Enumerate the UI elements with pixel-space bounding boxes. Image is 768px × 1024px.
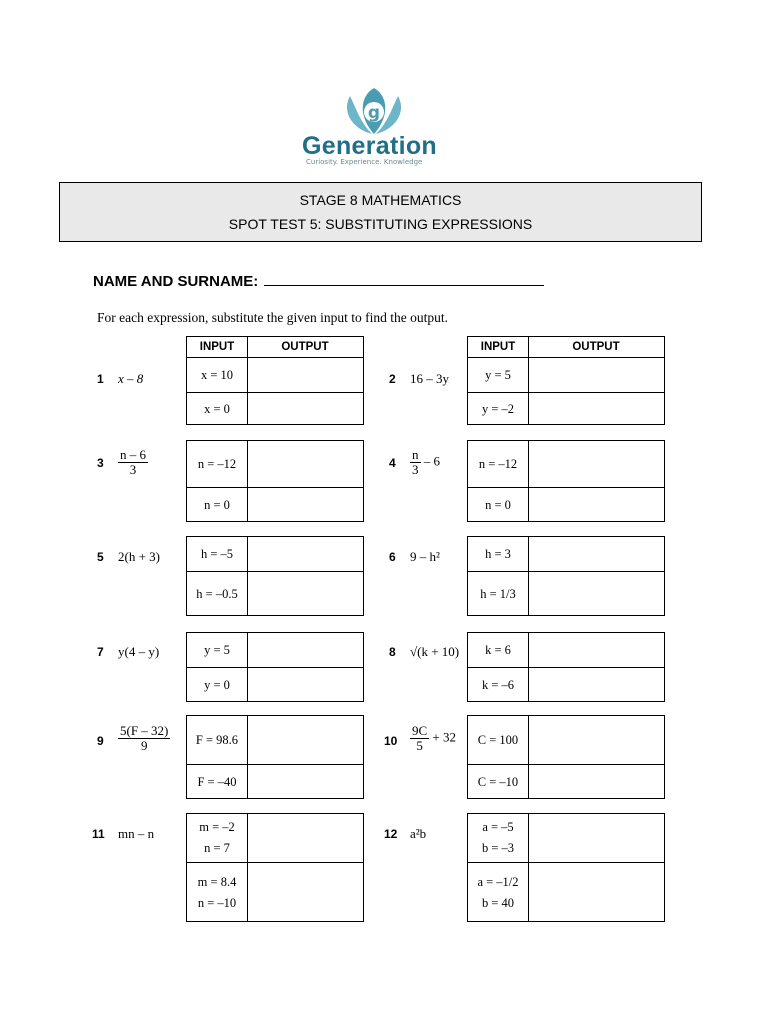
instructions: For each expression, substitute the given input to find the output.	[97, 310, 448, 325]
question-table	[186, 357, 364, 425]
question-expression: mn – n	[118, 826, 155, 841]
question-expression: 9 – h²	[410, 549, 440, 564]
question-expression: √(k + 10)	[410, 644, 460, 659]
question-expression: $\frac{n}{3}$ – 6	[412, 447, 440, 477]
question-expression: 16 – 3y	[410, 371, 449, 386]
generation-logo	[300, 86, 450, 168]
question-expression: $\frac{5(F - 32)}{9}$	[120, 723, 169, 753]
question-number: 8	[389, 645, 396, 659]
question-expression: $\frac{n - 6}{3}$	[120, 447, 146, 477]
input-cell: m = 8.4 n = –10	[197, 874, 237, 910]
title-line-2: SPOT TEST 5: SUBSTITUTING EXPRESSIONS	[228, 216, 533, 232]
input-cell: x = 0	[204, 401, 230, 416]
input-cell: n = –12	[197, 456, 237, 471]
table-header-right	[467, 336, 665, 358]
name-blank-line[interactable]	[264, 271, 544, 286]
input-cell: n = –12	[478, 456, 518, 471]
logo-tagline: Curiosity. Experience. Knowledge	[306, 158, 423, 166]
input-cell: h = –5	[200, 546, 234, 561]
logo-mark-letter: g	[367, 103, 381, 123]
input-cell: k = –6	[481, 677, 515, 692]
input-cell: F = –40	[197, 774, 237, 789]
question-table	[467, 715, 665, 799]
input-cell: x = 10	[200, 367, 234, 382]
question-expression: 2(h + 3)	[118, 549, 160, 564]
question-expression: $\frac{9C}{5}$ + 32	[412, 723, 457, 753]
question-number: 12	[384, 827, 398, 841]
question-number: 11	[92, 827, 105, 841]
input-cell: y = 5	[204, 642, 230, 657]
input-cell: n = 0	[204, 497, 230, 512]
input-cell: h = –0.5	[196, 586, 238, 601]
question-number: 3	[97, 456, 104, 470]
output-header: OUTPUT	[281, 341, 329, 353]
output-header: OUTPUT	[572, 341, 620, 353]
input-cell: a = –1/2 b = 40	[477, 874, 519, 910]
question-table	[186, 715, 364, 799]
question-table	[186, 632, 364, 702]
input-cell: y = 0	[204, 677, 230, 692]
input-cell: F = 98.6	[195, 732, 239, 747]
question-number: 1	[97, 372, 104, 386]
question-number: 10	[384, 734, 398, 748]
question-table	[186, 813, 364, 922]
question-number: 5	[97, 550, 104, 564]
input-cell: k = 6	[485, 642, 511, 657]
logo-wordmark: Generation	[302, 132, 437, 160]
input-cell: n = 0	[485, 497, 511, 512]
question-table	[467, 440, 665, 522]
lotus-logo-icon	[340, 86, 408, 138]
name-field[interactable]	[93, 271, 544, 290]
question-expression: x – 8	[118, 371, 144, 386]
input-cell: C = 100	[477, 732, 519, 747]
question-number: 2	[389, 372, 396, 386]
question-number: 4	[389, 456, 396, 470]
title-box	[59, 182, 702, 242]
input-cell: h = 3	[485, 546, 511, 561]
input-cell: m = –2 n = 7	[199, 820, 235, 855]
input-cell: y = 5	[485, 367, 511, 382]
table-header-left	[186, 336, 364, 358]
title-line-1: STAGE 8 MATHEMATICS	[299, 192, 462, 208]
question-number: 6	[389, 550, 396, 564]
question-table	[467, 632, 665, 702]
question-table	[467, 536, 665, 616]
input-cell: a = –5 b = –3	[481, 820, 515, 855]
input-header: INPUT	[187, 337, 248, 357]
question-number: 9	[97, 734, 104, 748]
question-table	[467, 813, 665, 922]
input-cell: h = 1/3	[480, 586, 516, 601]
question-table	[467, 357, 665, 425]
question-expression: y(4 – y)	[118, 644, 160, 659]
question-number: 7	[97, 645, 104, 659]
question-table	[186, 536, 364, 616]
question-table	[186, 440, 364, 522]
name-label: NAME AND SURNAME:	[93, 273, 259, 290]
input-header: INPUT	[468, 337, 529, 357]
input-cell: C = –10	[477, 774, 519, 789]
input-cell: y = –2	[481, 401, 515, 416]
question-expression: a²b	[410, 826, 427, 841]
